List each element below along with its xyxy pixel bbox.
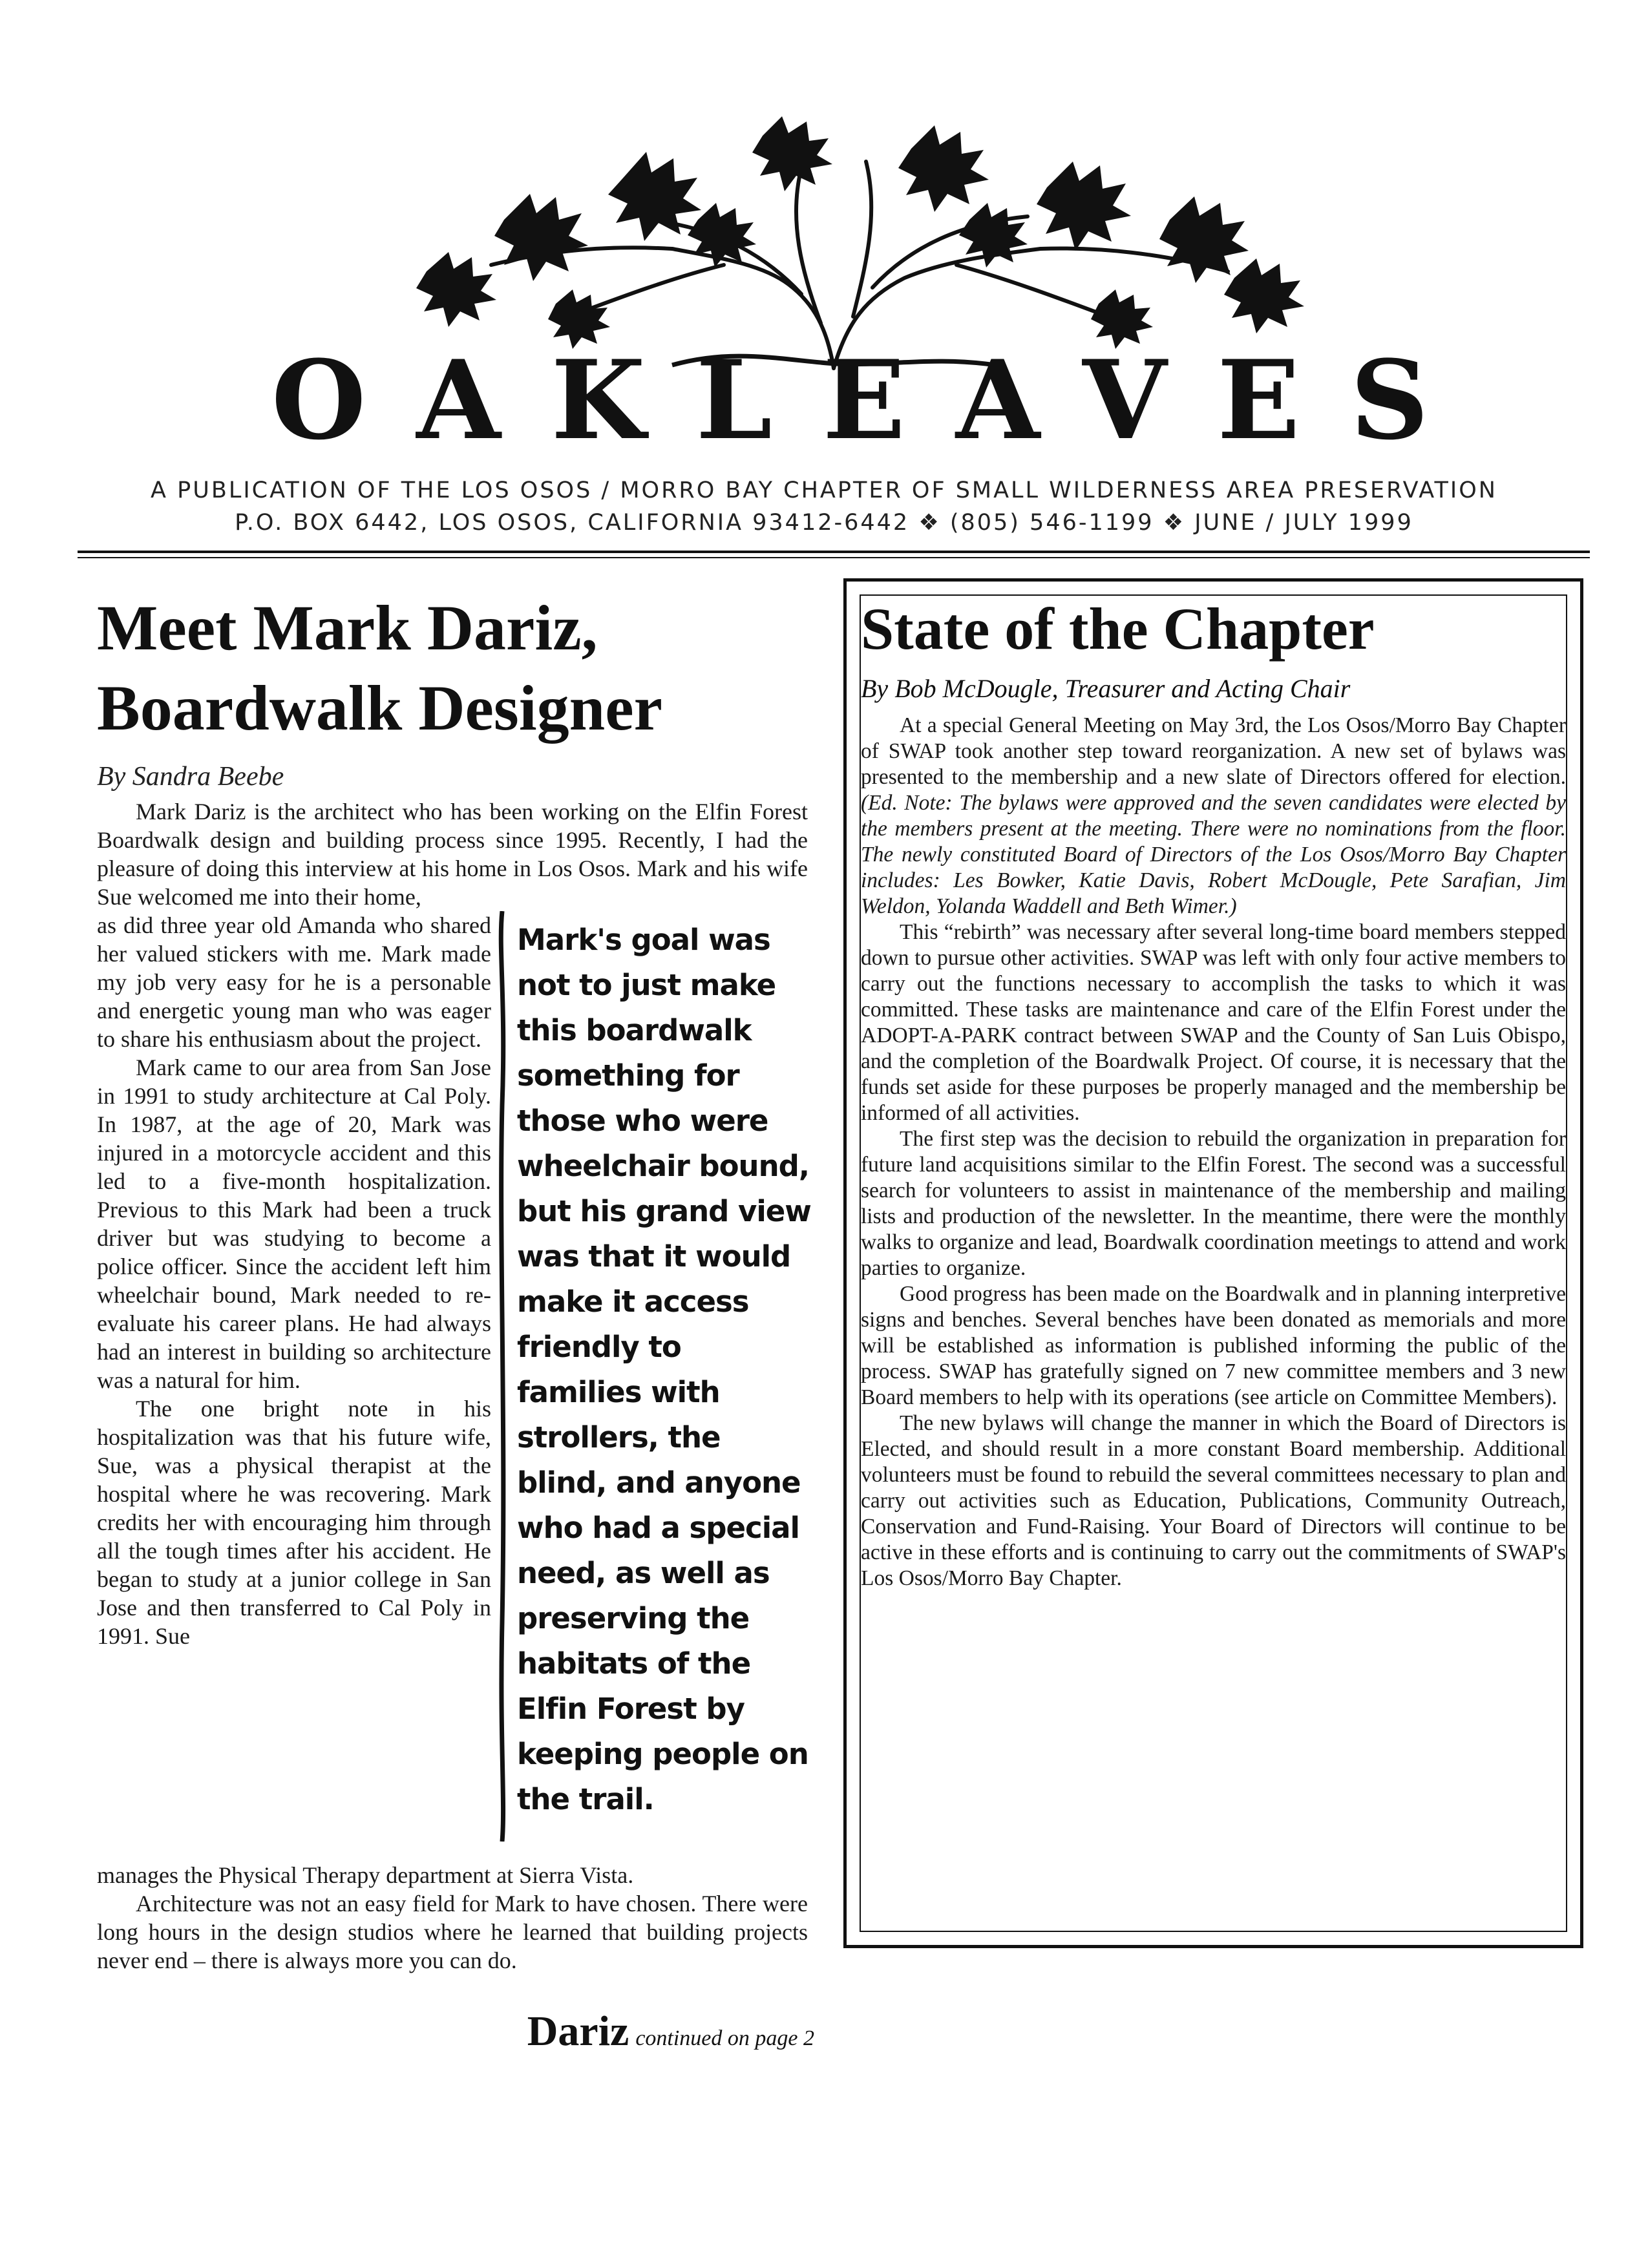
- article-byline: By Sandra Beebe: [97, 762, 284, 792]
- masthead-title: OAKLEAVES: [271, 336, 1479, 464]
- headline-line-1: Meet Mark Dariz,: [97, 592, 598, 664]
- article-mark-dariz: [97, 588, 814, 2055]
- article-paragraph: Mark Dariz is the architect who has been working on the Elfin Forest Boardwalk design and building process since 1995. Recently, I had the pleasure of doing this interview at his home in Los Osos. Mark and his wife Sue welcomed me into their home,: [97, 799, 808, 910]
- article-box-content: [861, 593, 1566, 1591]
- masthead-subtitle: A PUBLICATION OF THE LOS OSOS / MORRO BAY CHAPTER OF SMALL WILDERNESS AREA PRESERVATION: [151, 478, 1497, 503]
- article-paragraph: Mark came to our area from San Jose in 1991 to study architecture at Cal Poly. In 1987, at the age of 20, Mark was injured in a motorcycle accident and this led to a five-month hospitalization. Previous to this Mark had been a truck driver but was studying to become a police officer. Since the accident left him wheelchair bound, Mark needed to re-evaluate his career plans. He had always had an interest in building so architecture was a natural for him.: [97, 1055, 491, 1393]
- article-paragraph: The one bright note in his hospitalization was that his future wife, Sue, was a physical therapist at the hospital where he was recovering. Mark credits her with encouraging him through all the tough times after his accident. He began to study at a junior college in San Jose and then transferred to Cal Poly in 1991. Sue: [97, 1396, 491, 1649]
- article-narrow-column: [97, 911, 491, 1650]
- continued-keyword: Dariz: [527, 2008, 629, 2055]
- article-headline: [97, 588, 814, 748]
- article-body: [861, 713, 1566, 1591]
- article-paragraph: manages the Physical Therapy department at Sierra Vista.: [97, 1862, 634, 1888]
- article-paragraph: This “rebirth” was necessary after several long-time board members stepped down to pursue other activities. SWAP was left with only four active members to carry out the functions necessary to accomplish the tasks to which it was committed. These tasks are maintenance and care of the Elfin Forest under the ADOPT-A-PARK contract between SWAP and the County of San Luis Obispo, and the completion of the Boardwalk Project. Of course, it is necessary that the funds set aside for these purposes be properly managed and the membership be informed of all activities.: [861, 920, 1566, 1125]
- article-state-of-chapter: [843, 578, 1583, 1948]
- article-continuation: [97, 1861, 808, 1975]
- masthead-rule-thin: [78, 557, 1590, 558]
- masthead-contact-line: P.O. BOX 6442, LOS OSOS, CALIFORNIA 93412-6442 ❖ (805) 546-1199 ❖ JUNE / JULY 1999: [235, 510, 1413, 536]
- paragraph-text: At a special General Meeting on May 3rd, the Los Osos/Morro Bay Chapter of SWAP took another step toward reorganization. A new set of bylaws was presented to the membership and a new slate of Directors offered for election.: [861, 713, 1566, 789]
- article-paragraph: [861, 713, 1566, 919]
- article-paragraph: as did three year old Amanda who shared her valued stickers with me. Mark made my job very easy for he is a personable and energetic young man who was eager to share his enthusiasm about the project.: [97, 912, 491, 1052]
- article-paragraph: The first step was the decision to rebuild the organization in preparation for future land acquisitions similar to the Elfin Forest. The second was a successful search for volunteers to assist in maintenance of the membership and mailing lists and production of the newsletter. In the meantime, there were the monthly walks to organize and lead, Boardwalk coordination meetings to attend and work parties to organize.: [861, 1127, 1566, 1280]
- article-paragraph: Good progress has been made on the Boardwalk and in planning interpretive signs and benches. Several benches have been donated as memorials and more will be established as information is published informing the public of the process. SWAP has gratefully signed on 7 new committee members and 3 new Board members to help with its operations (see article on Committee Members).: [861, 1282, 1566, 1409]
- masthead-rule: [78, 551, 1590, 553]
- pull-quote-bar: [496, 911, 508, 1842]
- article-split-section: [97, 911, 814, 1861]
- article-intro: [97, 797, 808, 911]
- continued-notice: [97, 2007, 814, 2056]
- headline-line-2: Boardwalk Designer: [97, 672, 662, 744]
- article-paragraph: Architecture was not an easy field for Mark to have chosen. There were long hours in the design studios where he learned that building projects never end – there is always more you can do.: [97, 1891, 808, 1973]
- article-headline: State of the Chapter: [861, 596, 1375, 662]
- continued-page-ref: continued on page 2: [635, 2026, 814, 2050]
- editor-note: (Ed. Note: The bylaws were approved and the seven candidates were elected by the members present at the meeting. There were no nominations from the floor. The newly constituted Board of Directors of the Los Osos/Morro Bay Chapter includes: Les Bowker, Katie Davis, Robert McDougle, Pete Sarafian, Jim Weldon, Yolanda Waddell and Beth Wimer.): [861, 791, 1566, 918]
- pull-quote: Mark's goal was not to just make this boardwalk something for those who were wheelchair bound, but his grand view was that it would make it access friendly to families with strollers, the blind, and anyone who had a special need, as well as preserving the habitats of the Elfin Forest by keeping people on the trail.: [517, 923, 811, 1816]
- article-byline: By Bob McDougle, Treasurer and Acting Chair: [861, 674, 1351, 703]
- article-paragraph: The new bylaws will change the manner in which the Board of Directors is Elected, and should result in a more constant Board membership. Additional volunteers must be found to rebuild the several committees necessary to plan and carry out activities such as Education, Publications, Community Outreach, Conservation and Fund-Raising. Your Board of Directors will continue to be active in these efforts and is continuing to carry out the commitments of SWAP's Los Osos/Morro Bay Chapter.: [861, 1411, 1566, 1590]
